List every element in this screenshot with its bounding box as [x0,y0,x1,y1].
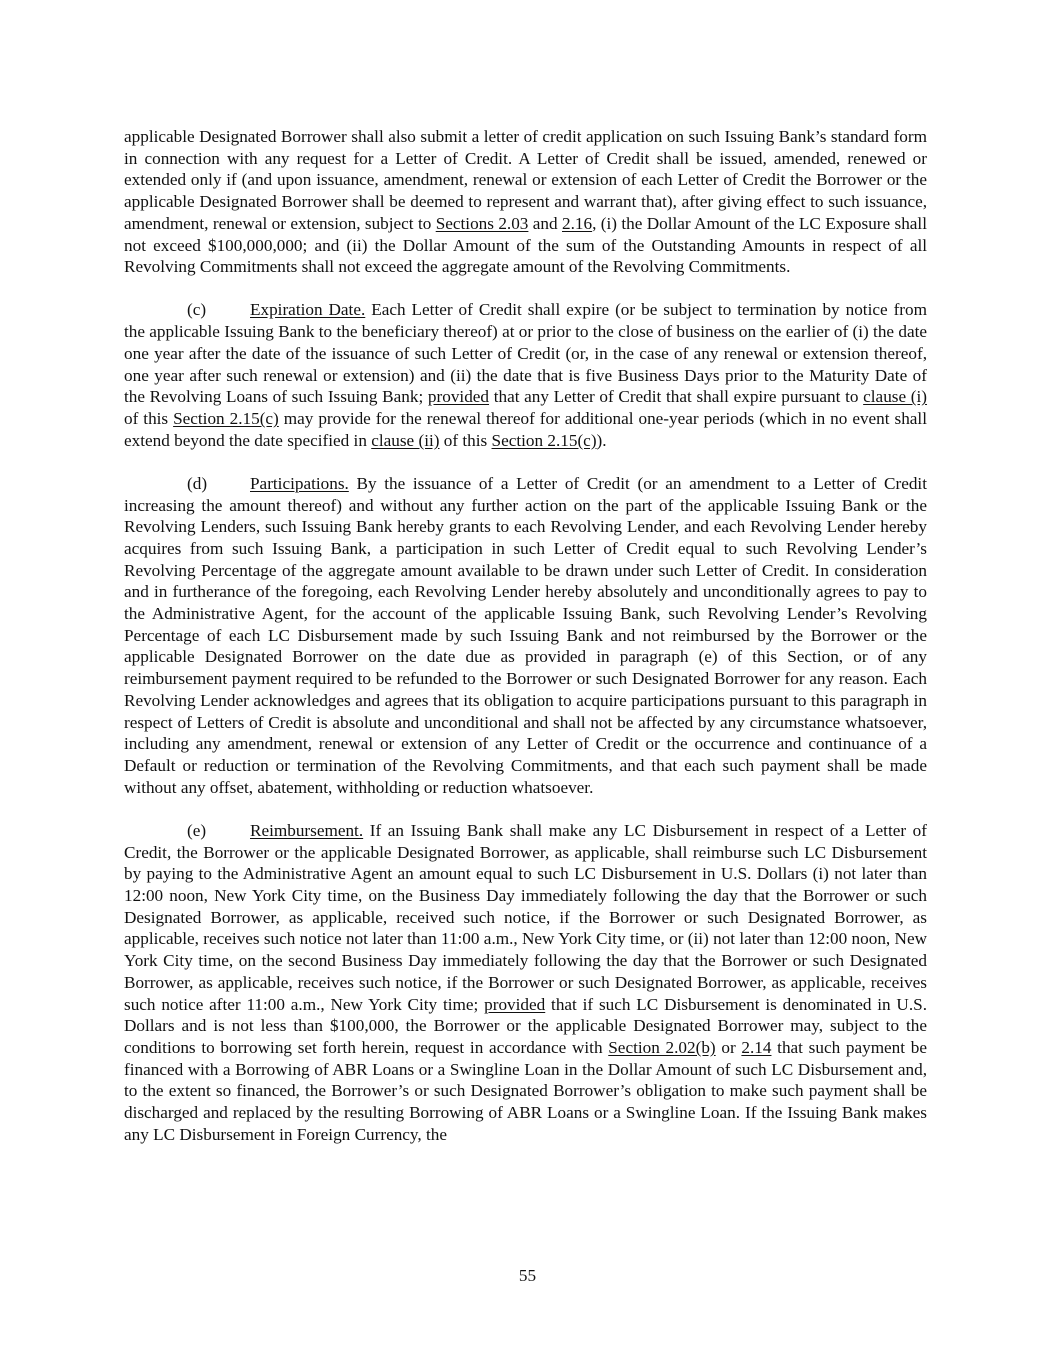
clause-label-d: (d) [187,473,208,493]
heading-participations: Participations. [250,473,349,493]
paragraph-e-reimbursement: (e) Reimbursement. If an Issuing Bank shall make any LC Disbursement in respect of a Letter of Credit, the Borrower or the applicable Designated Borrower, as applicable, shall reimburse such LC Disbursement by paying to the Administrative Agent an amount equal to such LC Disbursement in U.S. Dollars (i) not later than 12:00 noon, New York City time, on the Business Day immediately following the day that the Borrower or such Designated Borrower, as applicable, received such notice, if the Borrower or such Designated Borrower, as applicable, receives such notice not later than 11:00 a.m., New York City time, or (ii) not later than 12:00 noon, New York City time, on the second Business Day immediately following the day that the Borrower or such Designated Borrower, as applicable, receives such notice, if the Borrower or such Designated Borrower, as applicable, receives such notice after 11:00 a.m., New York City time; provided that if such LC Disbursement is denominated in U.S. Dollars and is not less than $100,000, the Borrower or the applicable Designated Borrower may, subject to the conditions to borrowing set forth herein, request in accordance with Section 2.02(b) or 2.14 that such payment be financed with a Borrowing of ABR Loans or a Swingline Loan in the Dollar Amount of such LC Disbursement and, to the extent so financed, the Borrower’s or such Designated Borrower’s obligation to make such payment shall be discharged and replaced by the resulting Borrowing of ABR Loans or a Swingline Loan. If the Issuing Bank makes any LC Disbursement in Foreign Currency, the [124,820,927,1144]
page-number: 55 [518,1266,537,1285]
clause-label-c: (c) [187,300,207,320]
heading-expiration-date: Expiration Date. [250,300,366,320]
paragraph-c-expiration-date: (c) Expiration Date. Each Letter of Credit shall expire (or be subject to termination by notice from the applicable Issuing Bank to the beneficiary thereof) at or prior to the close of business on the earlier of (i) the date one year after the date of the issuance of such Letter of Credit (or, in the case of any renewal or extension thereof, one year after such renewal or extension) and (ii) the date that is five Business Days prior to the Maturity Date of the Revolving Loans of such Issuing Bank; provided that any Letter of Credit that shall expire pursuant to clause (i) of this Section 2.15(c) may provide for the renewal thereof for additional one-year periods (which in no event shall extend beyond the date specified in clause (ii) of this Section 2.15(c)). [124,300,928,450]
section-ref-2-16: 2.16 [562,213,593,233]
document-page [124,126,927,1167]
paragraph-continuation: applicable Designated Borrower shall also submit a letter of credit application on such Issuing Bank’s standard form in connection with any request for a Letter of Credit. A Letter of Credit shall be issued, amended, renewed or extended only if (and upon issuance, amendment, renewal or extension of each Letter of Credit the Borrower or the applicable Designated Borrower shall be deemed to represent and warrant that), after giving effect to such issuance, amendment, renewal or extension, subject to Sections 2.03 and 2.16, (i) the Dollar Amount of the LC Exposure shall not exceed $100,000,000; and (ii) the Dollar Amount of the sum of the Outstanding Amounts in respect of all Revolving Commitments shall not exceed the aggregate amount of the Revolving Commitments. [124,127,927,277]
clause-label-e: (e) [187,820,207,840]
heading-reimbursement: Reimbursement. [250,820,364,840]
section-ref-2-03: Sections 2.03 [435,213,529,233]
paragraph-d-participations: (d) Participations. By the issuance of a Letter of Credit (or an amendment to a Letter of Credit increasing the amount thereof) and without any further action on the part of the applicable Issuing Bank or the Revolving Lenders, such Issuing Bank hereby grants to each Revolving Lender, and each Revolving Lender hereby acquires from such Issuing Bank, a participation in such Letter of Credit equal to such Revolving Lender’s Revolving Percentage of the aggregate amount available to be drawn under such Letter of Credit. In consideration and in furtherance of the foregoing, each Revolving Lender hereby absolutely and unconditionally agrees to pay to the Administrative Agent, for the account of the applicable Issuing Bank, such Revolving Lender’s Revolving Percentage of each LC Disbursement made by such Issuing Bank and not reimbursed by the Borrower or the applicable Designated Borrower on the date due as provided in paragraph (e) of this Section, or of any reimbursement payment required to be refunded to the Borrower or such Designated Borrower for any reason. Each Revolving Lender acknowledges and agrees that its obligation to acquire participations pursuant to this paragraph in respect of Letters of Credit is absolute and unconditional and shall not be affected by any circumstance whatsoever, including any amendment, renewal or extension of any Letter of Credit or the occurrence and continuance of a Default or reduction or termination of the Revolving Commitments, and that each such payment shall be made without any offset, abatement, withholding or reduction whatsoever. [124,473,927,797]
